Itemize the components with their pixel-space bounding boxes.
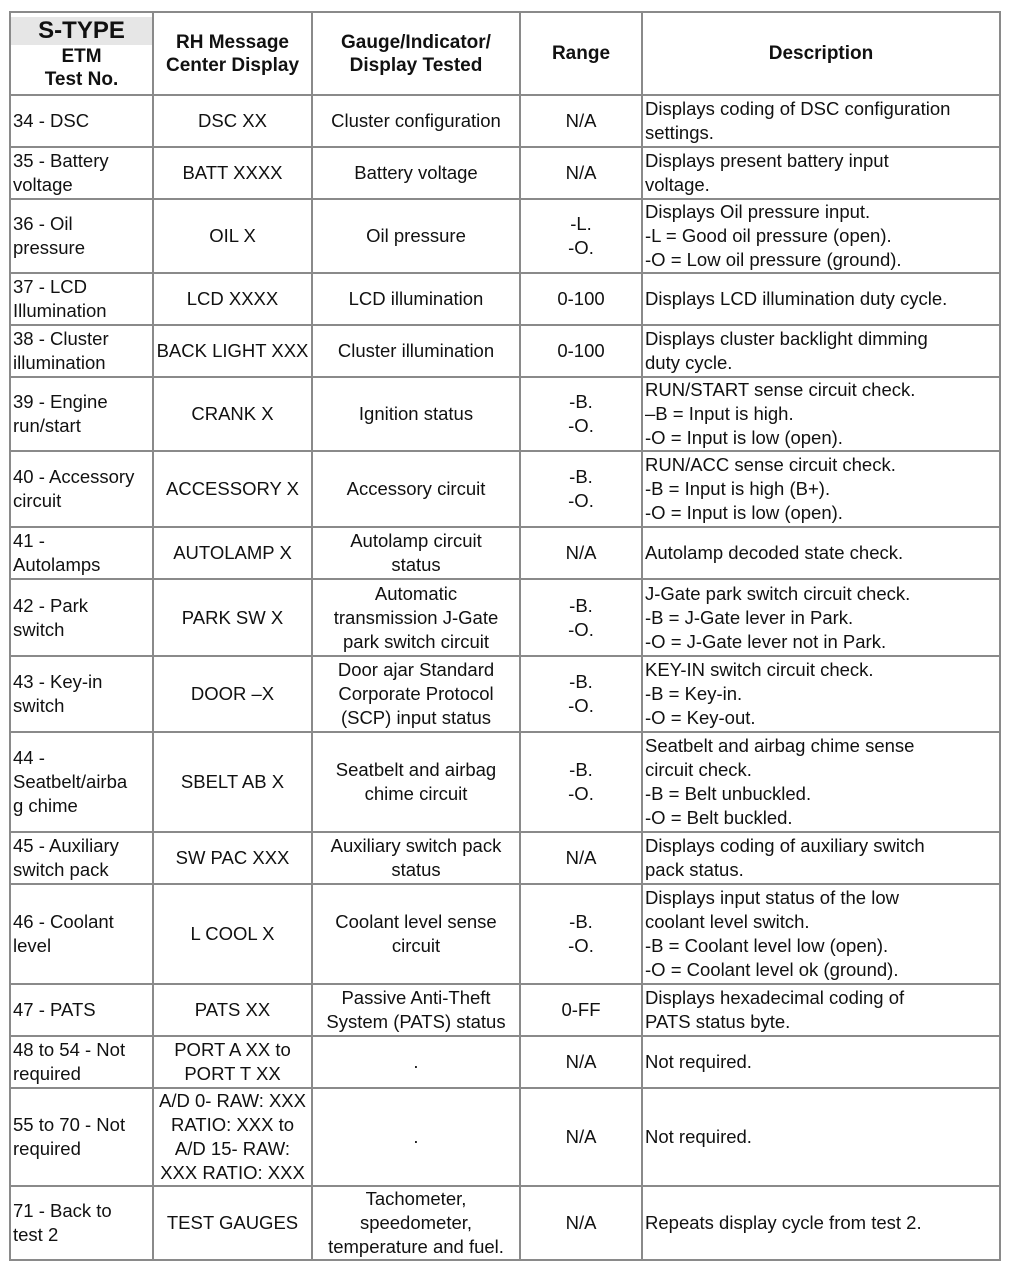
table-row: [10, 832, 1000, 884]
cell-line: LCD illumination: [348, 288, 484, 309]
description-cell: [642, 884, 1000, 984]
cell-line: g chime: [13, 795, 78, 816]
cell-line: Displays Oil pressure input.: [645, 201, 871, 222]
header-row: [10, 12, 1000, 95]
cell-line: PORT A XX to: [174, 1039, 291, 1060]
cell-line: DOOR –X: [190, 683, 275, 704]
cell-line: Displays coding of DSC configuration: [645, 98, 951, 119]
gauge-tested-cell: [312, 884, 520, 984]
cell-line: Tachometer,: [365, 1188, 467, 1209]
cell-line: N/A: [565, 1126, 597, 1147]
gauge-tested-cell: [312, 377, 520, 451]
cell-line: chime circuit: [364, 783, 468, 804]
header-line: Range: [551, 43, 611, 64]
cell-line: -O.: [568, 618, 594, 640]
cell-line: -O.: [568, 935, 594, 956]
gauge-tested-cell: [312, 273, 520, 325]
cell-line: Seatbelt and airbag: [335, 759, 497, 780]
message-display-cell: [153, 325, 312, 377]
table-row: [10, 377, 1000, 451]
message-display-cell: [153, 451, 312, 527]
range-cell: [520, 147, 642, 199]
cell-line: SBELT AB X: [180, 771, 285, 792]
header-line: RH Message: [176, 31, 289, 53]
cell-line: -B.: [569, 594, 593, 616]
cell-line: Ignition status: [358, 403, 474, 424]
range-cell: [520, 527, 642, 579]
cell-line: -O = Belt buckled.: [645, 807, 793, 828]
message-display-cell: [153, 377, 312, 451]
cell-line: Displays LCD illumination duty cycle.: [645, 288, 948, 309]
etm-test-table: [9, 11, 1001, 1261]
cell-line: 39 - Engine: [13, 391, 108, 412]
test-no-cell: [10, 147, 153, 199]
cell-line: Displays coding of auxiliary switch: [645, 835, 925, 856]
table-row: [10, 1186, 1000, 1260]
description-cell: [642, 1186, 1000, 1260]
cell-line: speedometer,: [359, 1212, 473, 1233]
cell-line: N/A: [565, 847, 597, 868]
test-no-cell: [10, 451, 153, 527]
cell-line: illumination: [13, 352, 106, 373]
table-row: [10, 147, 1000, 199]
cell-line: -B.: [569, 671, 593, 692]
description-cell: [642, 273, 1000, 325]
test-no-cell: [10, 884, 153, 984]
test-no-cell: [10, 377, 153, 451]
test-no-cell: [10, 656, 153, 732]
gauge-tested-cell: [312, 1088, 520, 1186]
range-cell: [520, 1088, 642, 1186]
cell-line: SW PAC XXX: [175, 847, 290, 868]
gauge-tested-cell: [312, 199, 520, 273]
cell-line: DSC XX: [198, 110, 267, 131]
cell-line: ACCESSORY X: [166, 478, 299, 499]
description-cell: [642, 377, 1000, 451]
test-no-cell: [10, 95, 153, 147]
test-no-cell: [10, 1036, 153, 1088]
cell-line: N/A: [565, 1051, 597, 1072]
cell-line: Displays input status of the low: [645, 887, 899, 908]
cell-line: System (PATS) status: [326, 1011, 506, 1032]
test-no-cell: [10, 199, 153, 273]
cell-line: Displays present battery input: [645, 150, 889, 171]
message-display-cell: [153, 199, 312, 273]
description-cell: [642, 1036, 1000, 1088]
cell-line: switch: [13, 695, 65, 716]
cell-line: -B = J-Gate lever in Park.: [645, 606, 854, 628]
cell-line: Battery voltage: [354, 162, 478, 183]
cell-line: 35 - Battery: [13, 150, 109, 171]
cell-line: BATT XXXX: [182, 162, 283, 183]
table-row: [10, 984, 1000, 1036]
cell-line: 37 - LCD: [13, 276, 88, 297]
cell-line: -O = Input is low (open).: [645, 427, 843, 448]
range-cell: [520, 1186, 642, 1260]
cell-line: RATIO: XXX to: [170, 1114, 295, 1135]
cell-line: Coolant level sense: [335, 911, 497, 932]
cell-line: TEST GAUGES: [166, 1212, 299, 1233]
cell-line: level: [13, 935, 52, 956]
cell-line: AUTOLAMP X: [173, 542, 292, 563]
cell-line: -O.: [568, 490, 594, 511]
cell-line: (SCP) input status: [340, 707, 492, 728]
gauge-tested-cell: [312, 832, 520, 884]
cell-line: PATS XX: [194, 999, 271, 1020]
cell-line: Oil pressure: [366, 225, 466, 246]
cell-line: -B = Coolant level low (open).: [645, 935, 889, 956]
cell-line: circuit: [13, 490, 62, 511]
cell-line: .: [413, 1126, 419, 1147]
header-test-no: [10, 12, 153, 95]
cell-line: voltage: [13, 174, 73, 195]
test-no-cell: [10, 527, 153, 579]
cell-line: park switch circuit: [343, 630, 489, 652]
message-display-cell: [153, 579, 312, 656]
message-display-cell: [153, 884, 312, 984]
message-display-cell: [153, 95, 312, 147]
cell-line: required: [13, 1063, 81, 1084]
cell-line: Illumination: [13, 300, 107, 321]
cell-line: PATS status byte.: [645, 1011, 791, 1032]
cell-line: N/A: [565, 110, 597, 131]
cell-line: status: [391, 859, 441, 880]
range-cell: [520, 325, 642, 377]
cell-line: pack status.: [645, 859, 744, 880]
test-no-cell: [10, 832, 153, 884]
cell-line: N/A: [565, 1212, 597, 1233]
cell-line: pressure: [13, 237, 85, 258]
cell-line: Autolamp decoded state check.: [645, 542, 904, 563]
cell-line: voltage.: [645, 174, 710, 195]
cell-line: -O = Key-out.: [645, 707, 756, 728]
range-cell: [520, 273, 642, 325]
cell-line: Automatic: [374, 582, 458, 604]
description-cell: [642, 325, 1000, 377]
gauge-tested-cell: [312, 1036, 520, 1088]
table-row: [10, 656, 1000, 732]
gauge-tested-cell: [312, 95, 520, 147]
header-line: Center Display: [165, 54, 300, 76]
message-display-cell: [153, 1088, 312, 1186]
cell-line: PORT T XX: [184, 1063, 281, 1084]
cell-line: test 2: [13, 1224, 59, 1245]
cell-line: RUN/START sense circuit check.: [645, 379, 916, 400]
test-no-cell: [10, 1088, 153, 1186]
cell-line: switch: [13, 618, 65, 640]
cell-line: -O.: [568, 237, 594, 258]
cell-line: -O = Input is low (open).: [645, 502, 843, 523]
cell-line: 43 - Key-in: [13, 671, 103, 692]
cell-line: temperature and fuel.: [328, 1236, 504, 1257]
cell-line: -B.: [569, 911, 593, 932]
cell-line: Repeats display cycle from test 2.: [645, 1212, 922, 1233]
cell-line: -B.: [569, 466, 593, 487]
cell-line: Corporate Protocol: [338, 683, 494, 704]
header-line: Display Tested: [349, 54, 483, 76]
description-cell: [642, 199, 1000, 273]
description-cell: [642, 1088, 1000, 1186]
cell-line: required: [13, 1138, 81, 1159]
cell-line: circuit: [391, 935, 441, 956]
cell-line: Passive Anti-Theft: [341, 987, 491, 1008]
cell-line: A/D 0- RAW: XXX: [158, 1090, 306, 1111]
gauge-tested-cell: [312, 732, 520, 832]
cell-line: Displays cluster backlight dimming: [645, 328, 928, 349]
gauge-tested-cell: [312, 451, 520, 527]
message-display-cell: [153, 147, 312, 199]
cell-line: -O.: [568, 415, 594, 436]
cell-line: N/A: [565, 162, 597, 183]
description-cell: [642, 579, 1000, 656]
cell-line: -B.: [569, 391, 593, 412]
cell-line: –B = Input is high.: [645, 403, 794, 424]
cell-line: 0-100: [557, 288, 605, 309]
header-line: Test No.: [44, 68, 119, 90]
cell-line: KEY-IN switch circuit check.: [645, 659, 874, 680]
cell-line: -B.: [569, 759, 593, 780]
cell-line: LCD XXXX: [186, 288, 279, 309]
message-display-cell: [153, 1186, 312, 1260]
cell-line: 0-FF: [561, 999, 601, 1020]
cell-line: Autolamp circuit: [350, 530, 482, 551]
header-line: Description: [768, 43, 874, 64]
description-cell: [642, 527, 1000, 579]
cell-line: -B = Belt unbuckled.: [645, 783, 812, 804]
cell-line: 34 - DSC: [13, 110, 90, 131]
range-cell: [520, 579, 642, 656]
cell-line: -O = Coolant level ok (ground).: [645, 959, 899, 980]
cell-line: coolant level switch.: [645, 911, 810, 932]
cell-line: 46 - Coolant: [13, 911, 114, 932]
table-row: [10, 732, 1000, 832]
gauge-tested-cell: [312, 579, 520, 656]
range-cell: [520, 451, 642, 527]
cell-line: -B = Input is high (B+).: [645, 478, 831, 499]
gauge-tested-cell: [312, 1186, 520, 1260]
cell-line: 40 - Accessory: [13, 466, 135, 487]
cell-line: -L = Good oil pressure (open).: [645, 225, 892, 246]
header-range: [520, 12, 642, 95]
cell-line: run/start: [13, 415, 81, 436]
range-cell: [520, 732, 642, 832]
cell-line: 47 - PATS: [13, 999, 96, 1020]
cell-line: 44 -: [13, 747, 45, 768]
gauge-tested-cell: [312, 656, 520, 732]
cell-line: PARK SW X: [181, 606, 284, 628]
cell-line: J-Gate park switch circuit check.: [645, 582, 911, 604]
range-cell: [520, 1036, 642, 1088]
cell-line: Seatbelt and airbag chime sense: [645, 735, 915, 756]
cell-line: Seatbelt/airba: [13, 771, 128, 792]
description-cell: [642, 656, 1000, 732]
table-row: [10, 884, 1000, 984]
test-no-cell: [10, 273, 153, 325]
description-cell: [642, 95, 1000, 147]
header-model: S-TYPE: [11, 17, 152, 45]
cell-line: Accessory circuit: [346, 478, 486, 499]
cell-line: circuit check.: [645, 759, 752, 780]
table-row: [10, 579, 1000, 656]
message-display-cell: [153, 984, 312, 1036]
range-cell: [520, 377, 642, 451]
cell-line: 71 - Back to: [13, 1200, 112, 1221]
cell-line: Cluster configuration: [331, 110, 501, 131]
description-cell: [642, 732, 1000, 832]
message-display-cell: [153, 273, 312, 325]
description-cell: [642, 451, 1000, 527]
table-row: [10, 451, 1000, 527]
cell-line: Displays hexadecimal coding of: [645, 987, 905, 1008]
message-display-cell: [153, 1036, 312, 1088]
table-row: [10, 1088, 1000, 1186]
cell-line: A/D 15- RAW:: [174, 1138, 291, 1159]
table-row: [10, 199, 1000, 273]
table-body: [10, 95, 1000, 1260]
message-display-cell: [153, 732, 312, 832]
cell-line: settings.: [645, 122, 714, 143]
cell-line: 41 -: [13, 530, 45, 551]
cell-line: RUN/ACC sense circuit check.: [645, 454, 896, 475]
cell-line: -O.: [568, 783, 594, 804]
cell-line: 45 - Auxiliary: [13, 835, 119, 856]
cell-line: duty cycle.: [645, 352, 733, 373]
gauge-tested-cell: [312, 984, 520, 1036]
cell-line: -O = J-Gate lever not in Park.: [645, 630, 887, 652]
message-display-cell: [153, 832, 312, 884]
cell-line: N/A: [565, 542, 597, 563]
cell-line: 42 - Park: [13, 594, 89, 616]
table-row: [10, 1036, 1000, 1088]
range-cell: [520, 984, 642, 1036]
description-cell: [642, 832, 1000, 884]
description-cell: [642, 147, 1000, 199]
test-no-cell: [10, 984, 153, 1036]
cell-line: 48 to 54 - Not: [13, 1039, 126, 1060]
test-no-cell: [10, 579, 153, 656]
message-display-cell: [153, 656, 312, 732]
range-cell: [520, 199, 642, 273]
table-row: [10, 527, 1000, 579]
range-cell: [520, 95, 642, 147]
table-row: [10, 273, 1000, 325]
range-cell: [520, 832, 642, 884]
gauge-tested-cell: [312, 325, 520, 377]
cell-line: Not required.: [645, 1051, 752, 1072]
cell-line: CRANK X: [191, 403, 274, 424]
cell-line: XXX RATIO: XXX: [160, 1162, 305, 1183]
description-cell: [642, 984, 1000, 1036]
cell-line: Autolamps: [13, 554, 101, 575]
cell-line: -O = Low oil pressure (ground).: [645, 249, 902, 270]
test-no-cell: [10, 1186, 153, 1260]
message-display-cell: [153, 527, 312, 579]
cell-line: Not required.: [645, 1126, 752, 1147]
cell-line: OIL X: [209, 225, 256, 246]
cell-line: switch pack: [13, 859, 109, 880]
cell-line: status: [391, 554, 441, 575]
header-line: Gauge/Indicator/: [341, 31, 491, 53]
cell-line: -O.: [568, 695, 594, 716]
cell-line: -B = Key-in.: [645, 683, 743, 704]
header-message-display: [153, 12, 312, 95]
table-row: [10, 325, 1000, 377]
cell-line: Door ajar Standard: [337, 659, 495, 680]
gauge-tested-cell: [312, 147, 520, 199]
cell-line: -L.: [570, 213, 592, 234]
cell-line: transmission J-Gate: [333, 606, 499, 628]
range-cell: [520, 656, 642, 732]
cell-line: Cluster illumination: [337, 340, 495, 361]
gauge-tested-cell: [312, 527, 520, 579]
cell-line: 38 - Cluster: [13, 328, 109, 349]
table-row: [10, 95, 1000, 147]
cell-line: 0-100: [557, 340, 605, 361]
header-line: ETM: [61, 45, 102, 67]
header-gauge-tested: [312, 12, 520, 95]
cell-line: 55 to 70 - Not: [13, 1114, 126, 1135]
cell-line: L COOL X: [190, 923, 275, 944]
range-cell: [520, 884, 642, 984]
test-no-cell: [10, 732, 153, 832]
cell-line: .: [413, 1051, 419, 1072]
cell-line: Auxiliary switch pack: [330, 835, 502, 856]
test-no-cell: [10, 325, 153, 377]
cell-line: 36 - Oil: [13, 213, 73, 234]
cell-line: BACK LIGHT XXX: [156, 340, 309, 361]
header-description: [642, 12, 1000, 95]
